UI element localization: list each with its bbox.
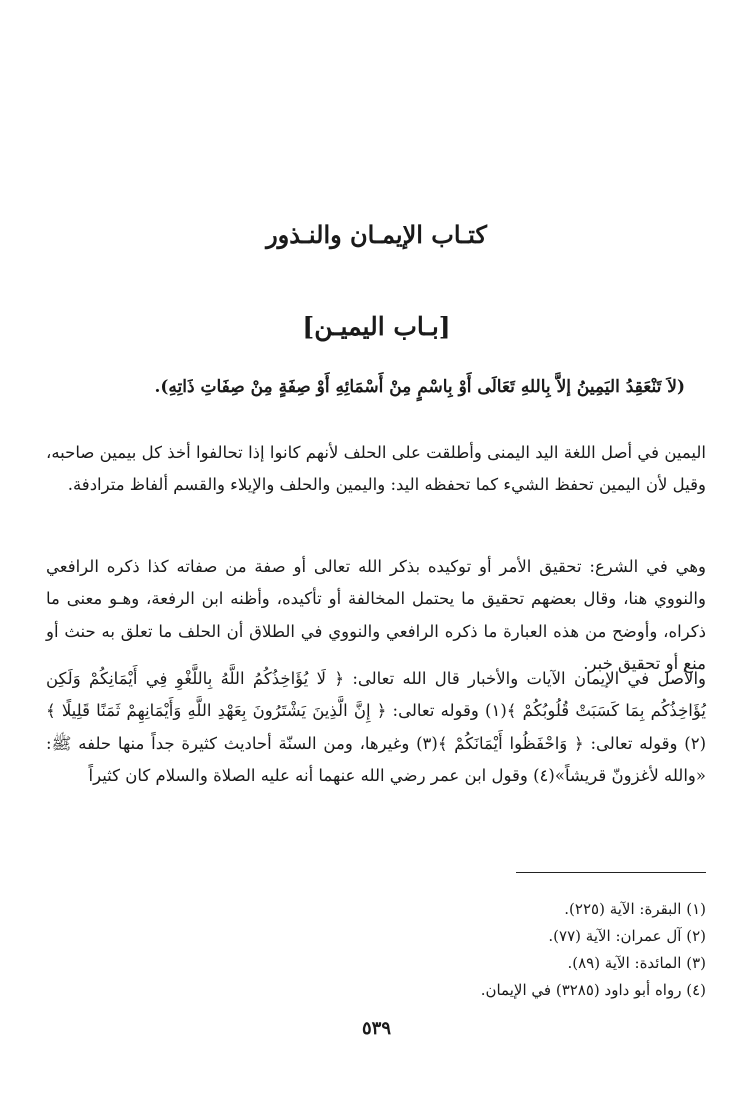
- footnote-2: (٢) آل عمران: الآية (٧٧).: [548, 927, 706, 945]
- footnote-1: (١) البقرة: الآية (٢٢٥).: [564, 900, 706, 918]
- matn-text: (لاَ تَنْعَقِدُ اليَمِينُ إلاَّ بِاللهِ تَعَالَى أَوْ بِاسْمٍ مِنْ أَسْمَائِهِ أَوْ صِفَةٍ مِنْ صِفَاتِ ذَاتِهِ).: [154, 377, 685, 397]
- paragraph-linguistic-definition: اليمين في أصل اللغة اليد اليمنى وأطلقت على الحلف لأنهم كانوا إذا تحالفوا أخذ كل بيمين صاحبه، وقيل لأن اليمين تحفظ الشيء كما تحفظه اليد: واليمين والحلف والإيلاء والقسم ألفاظ مترادفة.: [46, 442, 706, 494]
- book-title: كتـاب الإيمـان والنـذور: [266, 220, 487, 249]
- footnote-4: (٤) رواه أبو داود (٣٢٨٥) في الإيمان.: [480, 981, 706, 999]
- footnote-3: (٣) المائدة: الآية (٨٩).: [567, 954, 706, 972]
- chapter-title: [بـاب اليميـن]: [302, 312, 451, 341]
- page-number: ٥٣٩: [361, 1018, 391, 1039]
- footnotes: [66, 896, 706, 1004]
- paragraph-legal-definition: وهي في الشرع: تحقيق الأمر أو توكيده بذكر الله تعالى أو صفة من صفاته كذا ذكره الرافعي والنووي هنا، وقال بعضهم تحقيق ما يحتمل المخالفة أو تأكيده، وأظنه ابن الرفعة، وهـو معنى ما ذكراه، وأوضح من هذه العبارة ما ذكره الرافعي والنووي في الطلاق أن الحلف ما تعلق به حنث أو منع أو تحقيق خبر.: [46, 556, 706, 673]
- paragraph-evidence: والأصل في الإيمان الآيات والأخبار قال الله تعالى: ﴿ لَا يُؤَاخِذُكُمُ اللَّهُ بِاللَّغْوِ فِي أَيْمَانِكُمْ وَلَكِن يُؤَاخِذُكُم بِمَا كَسَبَتْ قُلُوبُكُمْ ﴾(١) وقوله تعالى: ﴿ إِنَّ الَّذِينَ يَشْتَرُونَ بِعَهْدِ اللَّهِ وَأَيْمَانِهِمْ ثَمَنًا قَلِيلًا ﴾(٢) وقوله تعالى: ﴿ وَاحْفَظُوا أَيْمَانَكُمْ ﴾(٣) وغيرها، ومن السنّة أحاديث كثيرة جداً منها حلفه ﷺ: «والله لأغزونّ قريشاً»(٤) وقول ابن عمر رضي الله عنهما أنه عليه الصلاة والسلام كان كثيراً: [46, 668, 706, 785]
- footnote-separator: [516, 872, 706, 873]
